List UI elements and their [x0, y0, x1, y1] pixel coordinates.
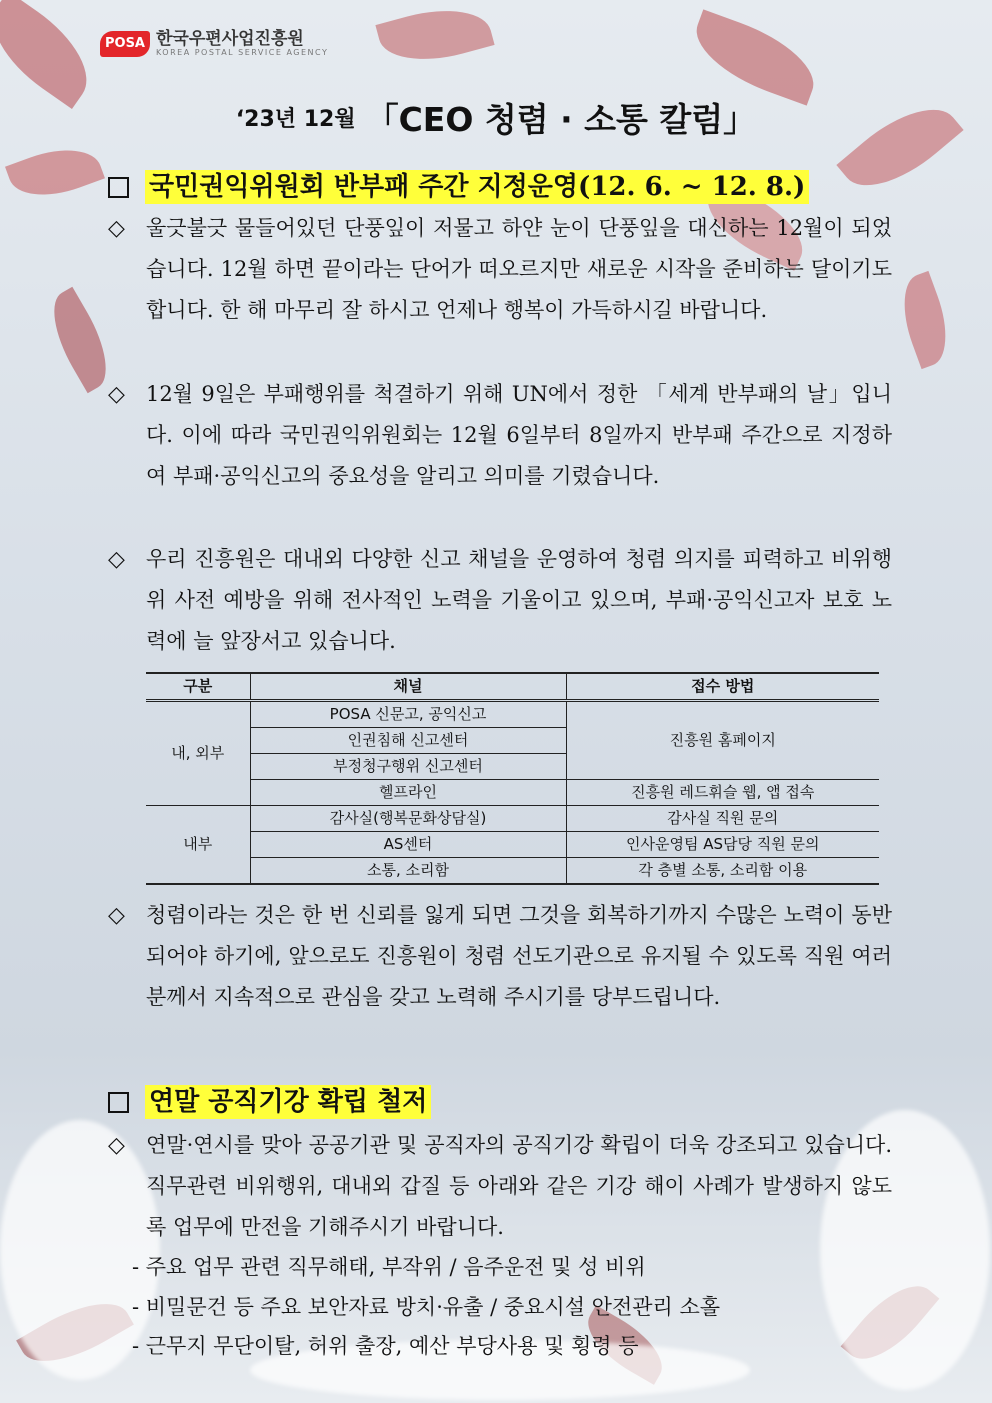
- section-title: 국민권익위원회 반부패 주간 지정운영(12. 6. ~ 12. 8.): [145, 170, 809, 204]
- table-cell-group: 내, 외부: [146, 701, 250, 806]
- diamond-bullet-icon: ◇: [108, 216, 125, 241]
- org-name: [156, 30, 328, 57]
- section-heading: [108, 170, 809, 204]
- paragraph: [108, 895, 892, 1018]
- red-leaf-decoration: [375, 0, 494, 73]
- table-cell-group: 내부: [146, 806, 250, 885]
- table-row: [146, 806, 879, 832]
- diamond-bullet-icon: ◇: [108, 382, 125, 407]
- red-leaf-decoration: [891, 271, 959, 369]
- table-row: [146, 858, 879, 885]
- list-item: - 비밀문건 등 주요 보안자료 방치·유출 / 중요시설 안전관리 소홀: [132, 1295, 721, 1319]
- title-date: ‘23년 12월: [235, 107, 356, 132]
- table-cell: 진흥원 레드휘슬 웹, 앱 접속: [566, 780, 879, 806]
- paragraph: [108, 208, 892, 331]
- table-row: [146, 832, 879, 858]
- table-cell: 인권침해 신고센터: [250, 728, 566, 754]
- column-header: 접수 방법: [566, 673, 879, 701]
- org-name-en: KOREA POSTAL SERVICE AGENCY: [156, 48, 329, 57]
- column-header: 채널: [250, 673, 566, 701]
- table-cell: AS센터: [250, 832, 566, 858]
- checkbox-square-icon: [108, 1092, 129, 1113]
- table-cell: 진흥원 홈페이지: [566, 701, 879, 780]
- page-title: [0, 94, 992, 141]
- org-name-kr: 한국우편사업진흥원: [156, 29, 304, 49]
- report-channel-table: [146, 672, 879, 885]
- table-row: [146, 701, 879, 728]
- table-header-row: [146, 673, 879, 701]
- red-leaf-decoration: [5, 136, 105, 209]
- diamond-bullet-icon: ◇: [108, 547, 125, 572]
- table-cell: 감사실 직원 문의: [566, 806, 879, 832]
- red-leaf-decoration: [685, 9, 826, 105]
- table-row: [146, 780, 879, 806]
- paragraph-text: 청렴이라는 것은 한 번 신뢰를 잃게 되면 그것을 회복하기까지 수많은 노력이 동반되어야 하기에, 앞으로도 진흥원이 청렴 선도기관으로 유지될 수 있도록 직원 여러분께서 지속적으로 관심을 갖고 노력해 주시기를 당부드립니다.: [146, 903, 892, 1009]
- table-cell: POSA 신문고, 공익신고: [250, 701, 566, 728]
- table-cell: 인사운영팀 AS담당 직원 문의: [566, 832, 879, 858]
- list-item: - 주요 업무 관련 직무해태, 부작위 / 음주운전 및 성 비위: [132, 1255, 646, 1279]
- red-leaf-decoration: [0, 0, 106, 109]
- org-logo: [100, 30, 328, 57]
- table-cell: 각 층별 소통, 소리함 이용: [566, 858, 879, 885]
- title-main: 「CEO 청렴 · 소통 칼럼」: [365, 100, 757, 139]
- paragraph-text: 울긋불긋 물들어있던 단풍잎이 저물고 하얀 눈이 단풍잎을 대신하는 12월이 되었습니다. 12월 하면 끝이라는 단어가 떠오르지만 새로운 시작을 준비하는 달이기도 합니다. 한 해 마무리 잘 하시고 언제나 행복이 가득하시길 바랍니다.: [146, 216, 892, 322]
- section-title: 연말 공직기강 확립 철저: [145, 1085, 431, 1119]
- diamond-bullet-icon: ◇: [108, 1133, 125, 1158]
- posa-badge: POSA: [100, 31, 150, 57]
- paragraph: [108, 1125, 892, 1248]
- paragraph: [108, 539, 892, 662]
- paragraph-text: 12월 9일은 부패행위를 척결하기 위해 UN에서 정한 「세계 반부패의 날」입니다. 이에 따라 국민권익위원회는 12월 6일부터 8일까지 반부패 주간으로 지정하여 부패·공익신고의 중요성을 알리고 의미를 기렸습니다.: [146, 382, 892, 488]
- diamond-bullet-icon: ◇: [108, 903, 125, 928]
- column-header: 구분: [146, 673, 250, 701]
- table-cell: 감사실(행복문화상담실): [250, 806, 566, 832]
- table-cell: 헬프라인: [250, 780, 566, 806]
- paragraph-text: 연말·연시를 맞아 공공기관 및 공직자의 공직기강 확립이 더욱 강조되고 있습니다. 직무관련 비위행위, 대내외 갑질 등 아래와 같은 기강 해이 사례가 발생하지 않도록 업무에 만전을 기해주시기 바랍니다.: [146, 1133, 892, 1239]
- list-item: - 근무지 무단이탈, 허위 출장, 예산 부당사용 및 횡령 등: [132, 1334, 639, 1358]
- section-heading: [108, 1085, 431, 1119]
- paragraph-text: 우리 진흥원은 대내외 다양한 신고 채널을 운영하여 청렴 의지를 피력하고 비위행위 사전 예방을 위해 전사적인 노력을 기울이고 있으며, 부패·공익신고자 보호 노력에 늘 앞장서고 있습니다.: [146, 547, 892, 653]
- table-cell: 소통, 소리함: [250, 858, 566, 885]
- table-cell: 부정청구행위 신고센터: [250, 754, 566, 780]
- paragraph: [108, 374, 892, 497]
- checkbox-square-icon: [108, 177, 129, 198]
